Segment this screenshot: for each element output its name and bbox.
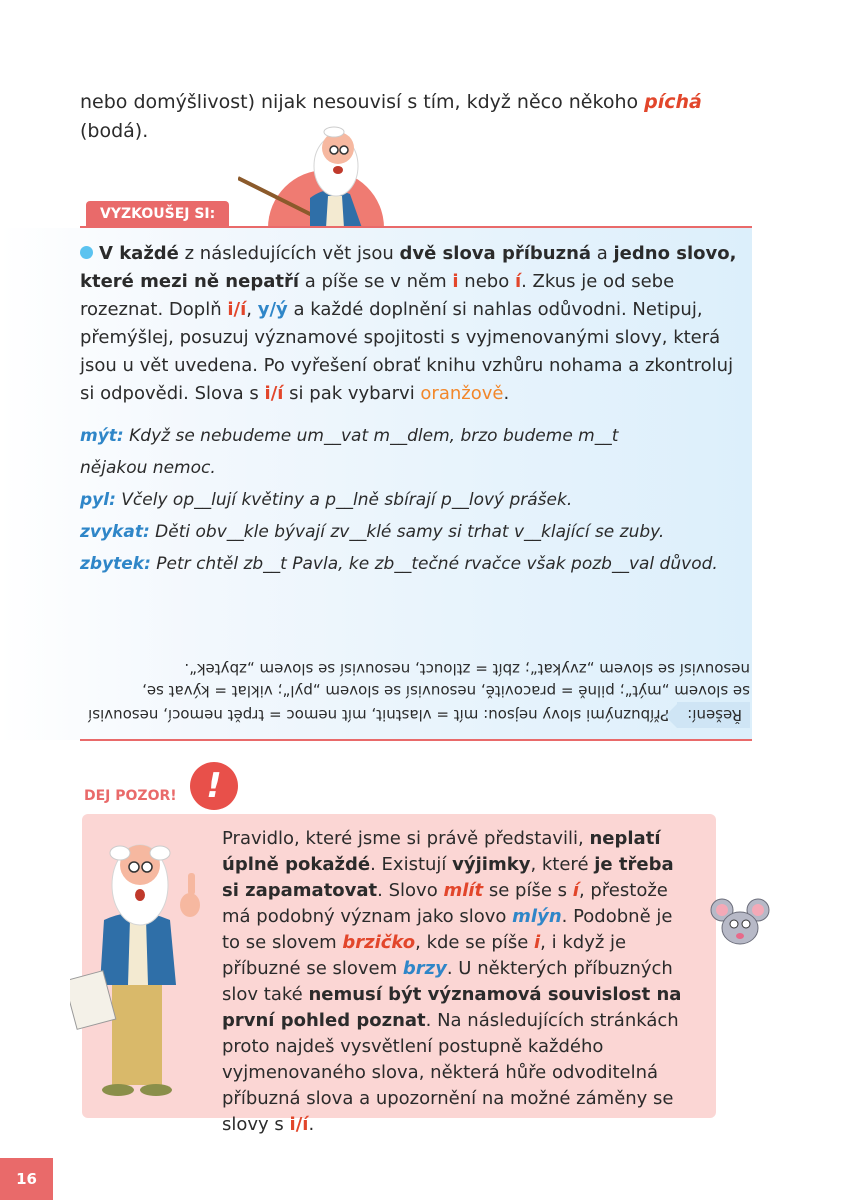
exercise-tag: VYZKOUŠEJ SI: — [86, 201, 229, 227]
teacher-pointing-illustration — [238, 118, 388, 228]
intro-text: nebo domýšlivost) nijak nesouvisí s tím, když něco někoho — [80, 91, 645, 113]
page-number: 16 — [0, 1158, 53, 1200]
exclamation-icon: ! — [190, 762, 238, 810]
exercise-line: zvykat: Děti obv__kle bývají zv__klé samy si trhat v__klající se zuby. — [80, 522, 665, 542]
attention-text: Pravidlo, které jsme si právě představili, neplatí úplně pokaždé. Existují výjimky, které je třeba si zapamatovat. Slovo mlít se píše s í, přestože má podobný význam jako slovo mlýn. Podobně je to se slovem brzičko, kde se píše i, i když je příbuzné se slovem brzy. U některých příbuzných slov také nemusí být významová souvislost na první pohled poznat. Na následujících stránkách proto najdeš vysvětlení postupně každého vyjmenovaného slova, některá hůře odvoditelná příbuzná slova a upozornění na možné záměny se slovy s i/í. — [222, 828, 682, 1135]
exercise-line: pyl: Včely op__lují květiny a p__lně sbírají p__lový prášek. — [80, 490, 573, 510]
solution-text: Příbuznými slovy nejsou: mít = vlastnit, mít nemoc = trpět nemocí, nesouvisí se slovem „mýt“; pilně = pracovitě, nesouvisí se slovem „pyl“; viklat = kývat se, nesouvisí se slovem „zvykat“; zbít = ztlouct, nesouvisí se slovem „zbytek“. — [88, 660, 750, 724]
mouse-mascot-illustration — [710, 894, 772, 950]
teacher-raised-finger-illustration — [70, 825, 210, 1100]
divider — [80, 739, 752, 741]
intro-text-end: (bodá). — [80, 120, 149, 142]
exercise-line: nějakou nemoc. — [80, 458, 216, 478]
exercise-line: mýt: Když se nebudeme um__vat m__dlem, brzo budeme m__t — [80, 426, 619, 446]
solution-label: Řešení: — [677, 702, 750, 728]
attention-heading: DEJ POZOR! — [84, 788, 177, 804]
highlight-word: píchá — [644, 91, 702, 113]
exercise-instructions: V každé z následujících vět jsou dvě slova příbuzná a jedno slovo, které mezi ně nepatří a píše se v něm i nebo í. Zkus je od sebe rozeznat. Doplň i/í, y/ý a každé doplnění si nahlas odůvodni. Netipuj, přemýšlej, posuzuj významové spojitosti s vyjmenovanými slovy, která jsou u vět uvedena. Po vyřešení obrať knihu vzhůru nohama a zkontroluj si odpovědi. Slova s i/í si pak vybarvi oranžově. — [80, 243, 737, 404]
upside-down-solution — [80, 604, 750, 728]
exercise-line: zbytek: Petr chtěl zb__t Pavla, ke zb__tečné rvačce však pozb__val důvod. — [80, 554, 718, 574]
bullet-icon — [80, 246, 93, 259]
intro-paragraph — [80, 88, 720, 146]
